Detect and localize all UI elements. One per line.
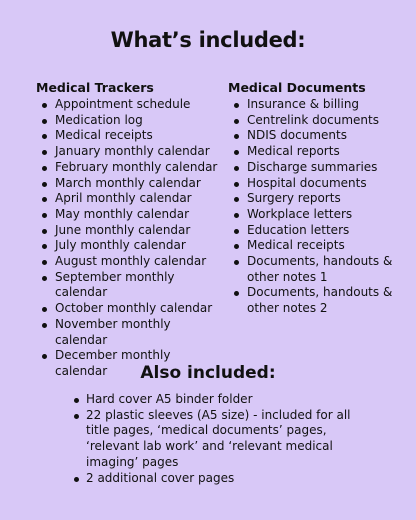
list-item: Documents, handouts & other notes 1 (228, 254, 408, 285)
list-item: Medication log (36, 113, 222, 129)
list-item: December monthly calendar (36, 348, 222, 379)
list-item: Medical receipts (36, 128, 222, 144)
list-item: November monthly calendar (36, 317, 222, 348)
medical-documents-list (228, 97, 408, 317)
list-item: Hospital documents (228, 176, 408, 192)
list-item: Surgery reports (228, 191, 408, 207)
list-item: Medical receipts (228, 238, 408, 254)
list-item: February monthly calendar (36, 160, 222, 176)
list-item: 22 plastic sleeves (A5 size) - included for all title pages, ‘medical documents’ pages, ‘relevant lab work’ and ‘relevant medical imaging’ pages (70, 408, 370, 471)
page-title: What’s included: (110, 28, 306, 52)
list-item: October monthly calendar (36, 301, 222, 317)
medical-trackers-heading: Medical Trackers (36, 80, 154, 95)
medical-trackers-list (36, 97, 222, 380)
medical-trackers-section (36, 80, 222, 380)
list-item: September monthly calendar (36, 270, 222, 301)
medical-documents-section (228, 80, 408, 317)
list-item: Medical reports (228, 144, 408, 160)
list-item: Discharge summaries (228, 160, 408, 176)
list-item: Insurance & billing (228, 97, 408, 113)
list-item: May monthly calendar (36, 207, 222, 223)
list-item: 2 additional cover pages (70, 471, 370, 487)
list-item: March monthly calendar (36, 176, 222, 192)
list-item: Documents, handouts & other notes 2 (228, 285, 408, 316)
list-item: Centrelink documents (228, 113, 408, 129)
medical-documents-heading: Medical Documents (228, 80, 366, 95)
also-included-list (70, 392, 370, 486)
list-item: Hard cover A5 binder folder (70, 392, 370, 408)
also-included-heading: Also included: (140, 363, 276, 383)
list-item: NDIS documents (228, 128, 408, 144)
list-item: June monthly calendar (36, 223, 222, 239)
list-item: Appointment schedule (36, 97, 222, 113)
list-item: January monthly calendar (36, 144, 222, 160)
list-item: July monthly calendar (36, 238, 222, 254)
list-item: April monthly calendar (36, 191, 222, 207)
list-item: August monthly calendar (36, 254, 222, 270)
list-item: Workplace letters (228, 207, 408, 223)
list-item: Education letters (228, 223, 408, 239)
